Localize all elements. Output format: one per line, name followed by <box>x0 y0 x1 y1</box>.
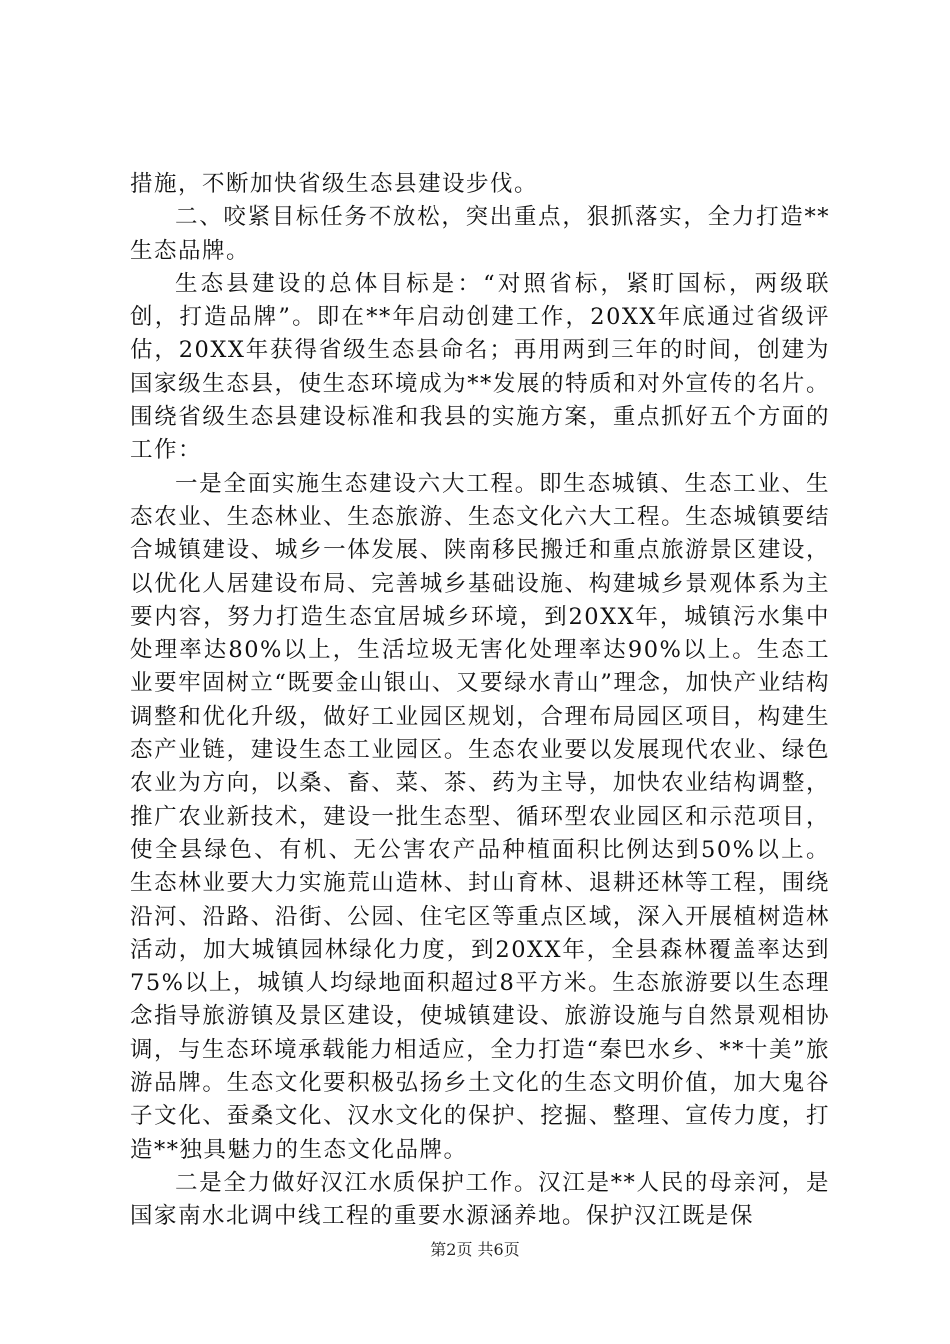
paragraph-2: 二、咬紧目标任务不放松，突出重点，狠抓落实，全力打造**生态品牌。 <box>130 204 830 264</box>
paragraph-4: 一是全面实施生态建设六大工程。即生态城镇、生态工业、生态农业、生态林业、生态旅游、生态文化六大工程。生态城镇要结合城镇建设、城乡一体发展、陕南移民搬迁和重点旅游景区建设，以优化人居建设布局、完善城乡基础设施、构建城乡景观体系为主要内容，努力打造生态宜居城乡环境，到20XX年，城镇污水集中处理率达80%以上，生活垃圾无害化处理率达90%以上。生态工业要牢固树立“既要金山银山、又要绿水青山”理念，加快产业结构调整和优化升级，做好工业园区规划，合理布局园区项目，构建生态产业链，建设生态工业园区。生态农业要以发展现代农业、绿色农业为方向，以桑、畜、菜、茶、药为主导，加快农业结构调整，推广农业新技术，建设一批生态型、循环型农业园区和示范项目，使全县绿色、有机、无公害农产品种植面积比例达到50%以上。生态林业要大力实施荒山造林、封山育林、退耕还林等工程，围绕沿河、沿路、沿街、公园、住宅区等重点区域，深入开展植树造林活动，加大城镇园林绿化力度，到20XX年，全县森林覆盖率达到75%以上，城镇人均绿地面积超过8平方米。生态旅游要以生态理念指导旅游镇及景区建设，使城镇建设、旅游设施与自然景观相协调，与生态环境承载能力相适应，全力打造“秦巴水乡、**十美”旅游品牌。生态文化要积极弘扬乡土文化的生态文明价值，加大鬼谷子文化、蚕桑文化、汉水文化的保护、挖掘、整理、宣传力度，打造**独具魅力的生态文化品牌。 <box>130 470 830 1163</box>
paragraph-1: 措施，不断加快省级生态县建设步伐。 <box>130 171 539 197</box>
paragraph-3: 生态县建设的总体目标是：“对照省标，紧盯国标，两级联创，打造品牌”。即在**年启动创建工作，20XX年底通过省级评估，20XX年获得省级生态县命名；再用两到三年的时间，创建为国家级生态县，使生态环境成为**发展的特质和对外宣传的名片。围绕省级生态县建设标准和我县的实施方案，重点抓好五个方面的工作： <box>130 270 830 464</box>
document-body <box>130 168 830 1234</box>
paragraph-5: 二是全力做好汉江水质保护工作。汉江是**人民的母亲河，是国家南水北调中线工程的重要水源涵养地。保护汉江既是保 <box>130 1169 830 1230</box>
page-number-footer: 第2页 共6页 <box>430 1240 520 1259</box>
